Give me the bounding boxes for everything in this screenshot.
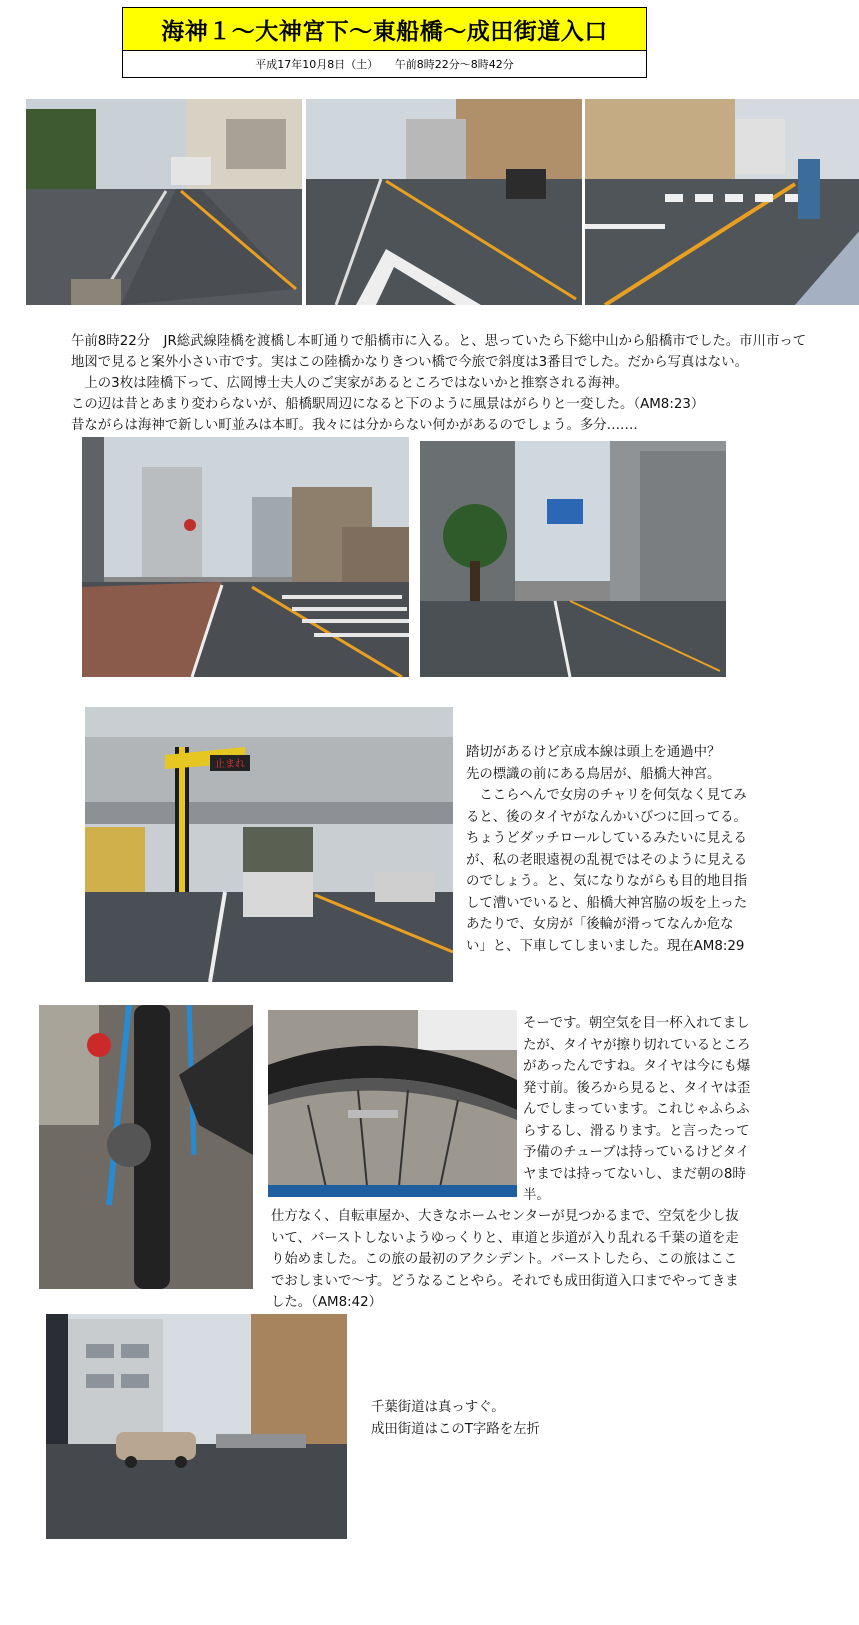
- text-line: いて、バーストしないようゆっくりと、車道と歩道が入り乱れる千葉の道を走: [271, 1230, 739, 1246]
- text-line: 成田街道はこのT字路を左折: [371, 1422, 540, 1437]
- photo-funabashi-station-1: [82, 437, 409, 677]
- text-line: でおしまいで～す。どうなることやら。それでも成田街道入口までやってきま: [271, 1273, 739, 1289]
- text-line: ヤまでは持ってないし、まだ朝の8時: [523, 1166, 746, 1182]
- text-line: が、私の老眼遠視の乱視ではそのように見える: [466, 852, 748, 868]
- text-line: 半。: [523, 1188, 550, 1203]
- photo-street-2: [306, 99, 582, 305]
- crossing-sign-text: 止まれ: [215, 759, 245, 770]
- section3-side-text: [523, 1013, 750, 1207]
- text-line: して漕いでいると、船橋大神宮脇の坂を上った: [466, 895, 748, 911]
- text-line: そーです。朝空気を目一杯入れてまし: [523, 1016, 750, 1031]
- text-line: い」と、下車してしまいました。現在AM8:29: [466, 938, 745, 954]
- section4-text: [371, 1397, 540, 1441]
- title-band: [123, 8, 646, 51]
- text-line: ちょうどダッチロールしているみたいに見える: [466, 831, 747, 846]
- text-line: 上の3枚は陸橋下って、広岡博士夫人のご実家があるところではないかと推察される海神。: [71, 376, 629, 391]
- text-line: した。（AM8:42）: [271, 1295, 383, 1310]
- text-line: 地図で見ると案外小さい市です。実はこの陸橋かなりきつい橋で今旅で斜度は3番目でした。だから写真はない。: [71, 355, 748, 370]
- text-line: 午前8時22分 JR総武線陸橋を渡橋し本町通りで船橋市に入る。と、思っていたら下総中山から船橋市でした。市川市って: [71, 334, 807, 349]
- photo-railway-crossing: [85, 707, 453, 982]
- section2-text: [466, 742, 747, 957]
- photo-rear-tire: [39, 1005, 253, 1289]
- text-line: らするし、滑るります。と言ったって: [523, 1123, 750, 1139]
- photo-worn-tire: [268, 1010, 517, 1197]
- page-title: 海神１～大神宮下～東船橋～成田街道入口: [161, 18, 608, 45]
- text-line: んでしまっています。これじゃふらふ: [523, 1102, 750, 1117]
- photo-street-3: [585, 99, 859, 305]
- text-line: 踏切があるけど京成本線は頭上を通過中？: [466, 745, 721, 760]
- text-line: 昔ながらは海神で新しい町並みは本町。我々には分からない何かがあるのでしょう。多分…….: [71, 418, 638, 433]
- title-box: [122, 7, 647, 78]
- text-line: のでしょう。と、気になりながらも目的地目指: [466, 874, 748, 889]
- section3-text: [271, 1206, 739, 1314]
- text-line: 予備のチューブは持っているけどタイ: [523, 1145, 750, 1160]
- text-line: があったんですね。タイヤは今にも爆: [523, 1059, 751, 1074]
- photo-funabashi-station-2: [420, 441, 726, 677]
- photo-street-1: [26, 99, 302, 305]
- text-line: 先の標識の前にある鳥居が、船橋大神宮。: [466, 766, 721, 782]
- section1-text: [71, 331, 806, 436]
- text-line: り始めました。この旅の最初のアクシデント。バーストしたら、この旅はここ: [271, 1252, 738, 1267]
- text-line: 仕方なく、自転車屋か、大きなホームセンターが見つかるまで、空気を少し抜: [271, 1209, 739, 1224]
- text-line: 発寸前。後ろから見ると、タイヤは歪: [523, 1080, 751, 1096]
- text-line: たが、タイヤが擦り切れているところ: [523, 1037, 751, 1053]
- text-line: ると、後のタイヤがなんかいびつに回ってる。: [466, 809, 747, 825]
- text-line: あたりで、女房が「後輪が滑ってなんか危な: [466, 917, 734, 932]
- photo-t-junction: [46, 1314, 347, 1539]
- date-line: 平成17年10月8日（土） 午前8時22分～8時42分: [255, 58, 514, 71]
- text-line: この辺は昔とあまり変わらないが、船橋駅周辺になると下のように風景はがらりと一変した。（AM8:23）: [71, 397, 705, 412]
- text-line: ここらへんで女房のチャリを何気なく見てみ: [466, 788, 747, 803]
- text-line: 千葉街道は真っすぐ。: [371, 1400, 505, 1415]
